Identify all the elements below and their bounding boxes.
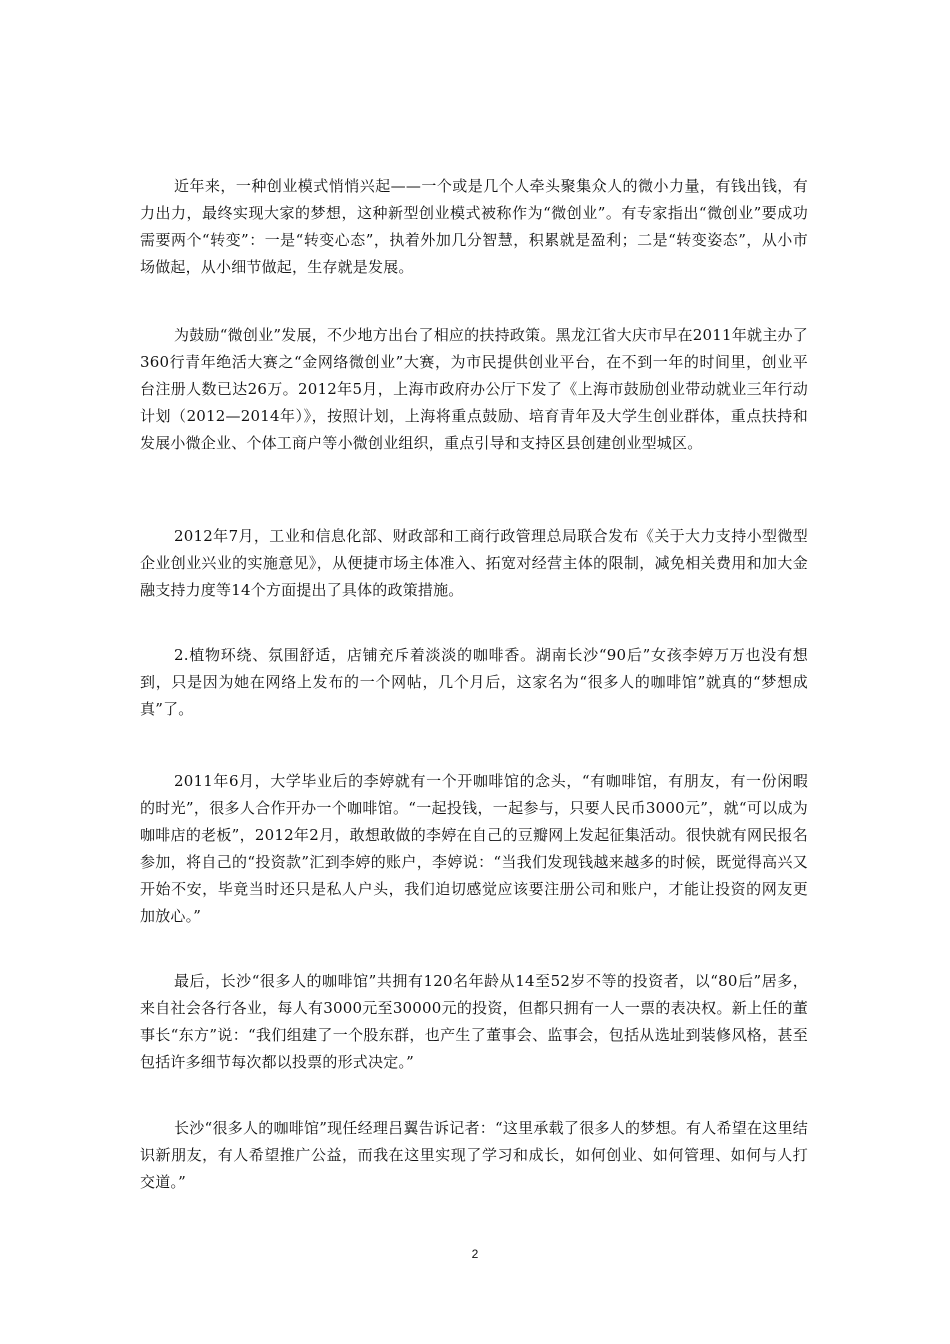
paragraph-investors: 最后，长沙“很多人的咖啡馆”共拥有120名年龄从14至52岁不等的投资者，以“80后”居多，来自社会各行各业，每人有3000元至30000元的投资，但都只拥有一人一票的表决权。新上任的董事长“东方”说：“我们组建了一个股东群，也产生了董事会、监事会，包括从选址到装修风格，甚至包括许多细节每次都以投票的形式决定。” — [140, 972, 808, 1071]
page-number: 2 — [471, 1247, 479, 1261]
paragraph-li-ting-story: 2011年6月，大学毕业后的李婷就有一个开咖啡馆的念头，“有咖啡馆，有朋友，有一份闲暇的时光”，很多人合作开办一个咖啡馆。“一起投钱，一起参与，只要人民币3000元”，就“可以成为咖啡店的老板”，2012年2月，敢想敢做的李婷在自己的豆瓣网上发起征集活动。很快就有网民报名参加，将自己的“投资款”汇到李婷的账户，李婷说：“当我们发现钱越来越多的时候，既觉得高兴又开始不安，毕竟当时还只是私人户头，我们迫切感觉应该要注册公司和账户，才能让投资的网友更加放心。” — [140, 772, 808, 925]
paragraph-micro-entrepreneurship-intro: 近年来，一种创业模式悄悄兴起——一个或是几个人牵头聚集众人的微小力量，有钱出钱，有力出力，最终实现大家的梦想，这种新型创业模式被称作为“微创业”。有专家指出“微创业”要成功需要两个“转变”：一是“转变心态”，执着外加几分智慧，积累就是盈利；二是“转变姿态”，从小市场做起，从小细节做起，生存就是发展。 — [140, 177, 808, 276]
paragraph-ministry-opinion: 2012年7月，工业和信息化部、财政部和工商行政管理总局联合发布《关于大力支持小型微型企业创业兴业的实施意见》，从便捷市场主体准入、拓宽对经营主体的限制，减免相关费用和加大金融支持力度等14个方面提出了具体的政策措施。 — [140, 527, 808, 599]
paragraph-support-policies: 为鼓励“微创业”发展，不少地方出台了相应的扶持政策。黑龙江省大庆市早在2011年就主办了360行青年绝活大赛之“金网络微创业”大赛，为市民提供创业平台，在不到一年的时间里，创业平台注册人数已达26万。2012年5月，上海市政府办公厅下发了《上海市鼓励创业带动就业三年行动计划（2012—2014年）》，按照计划，上海将重点鼓励、培育青年及大学生创业群体，重点扶持和发展小微企业、个体工商户等小微创业组织，重点引导和支持区县创建创业型城区。 — [140, 326, 808, 452]
paragraph-coffee-shop-intro: 2.植物环绕、氛围舒适，店铺充斥着淡淡的咖啡香。湖南长沙“90后”女孩李婷万万也没有想到，只是因为她在网络上发布的一个网帖，几个月后，这家名为“很多人的咖啡馆”就真的“梦想成真”了。 — [140, 646, 808, 718]
paragraph-manager-quote: 长沙“很多人的咖啡馆”现任经理吕翼告诉记者：“这里承载了很多人的梦想。有人希望在这里结识新朋友，有人希望推广公益，而我在这里实现了学习和成长，如何创业、如何管理、如何与人打交道。” — [140, 1119, 808, 1191]
